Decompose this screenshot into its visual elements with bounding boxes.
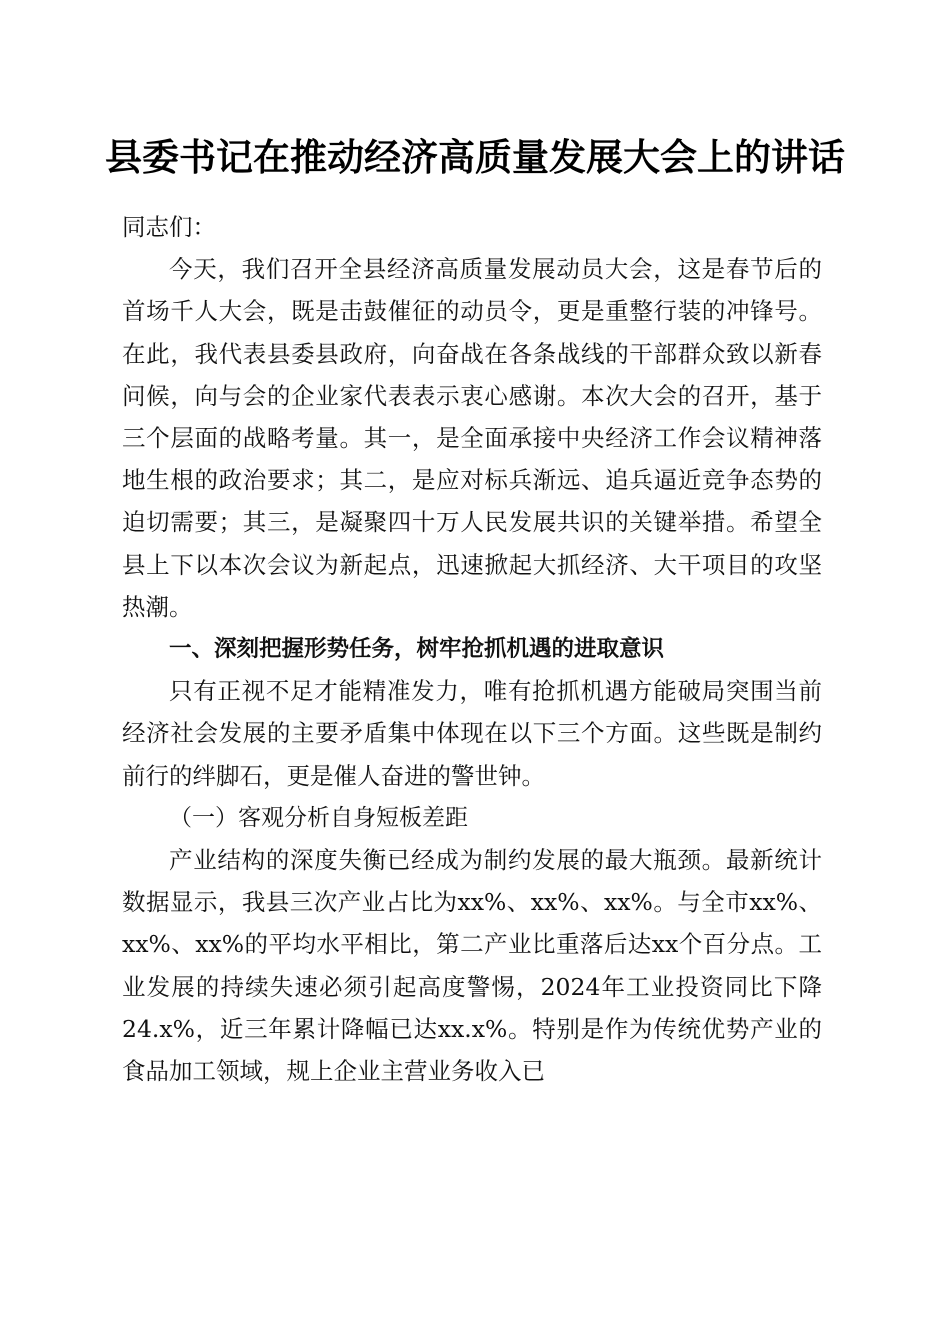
subsection-paragraph: 产业结构的深度失衡已经成为制约发展的最大瓶颈。最新统计数据显示，我县三次产业占比为xx%、xx%、xx%。与全市xx%、xx%、xx%的平均水平相比，第二产业比重落后达xx个百分点。工业发展的持续失速必须引起高度警惕，2024年工业投资同比下降24.x%，近三年累计降幅已达xx.x%。特别是作为传统优势产业的食品加工领域，规上企业主营业务收入已 bbox=[122, 846, 822, 1086]
subsection-heading: （一）客观分析自身短板差距 bbox=[169, 804, 468, 831]
section-paragraph: 只有正视不足才能精准发力，唯有抢抓机遇方能破局突围当前经济社会发展的主要矛盾集中体现在以下三个方面。这些既是制约前行的绊脚石，更是催人奋进的警世钟。 bbox=[122, 677, 822, 790]
document-body bbox=[122, 206, 822, 1092]
document-title: 县委书记在推动经济高质量发展大会上的讲话 bbox=[105, 136, 845, 179]
intro-paragraph: 今天，我们召开全县经济高质量发展动员大会，这是春节后的首场千人大会，既是击鼓催征的动员令，更是重整行装的冲锋号。在此，我代表县委县政府，向奋战在各条战线的干部群众致以新春问候，向与会的企业家代表表示衷心感谢。本次大会的召开，基于三个层面的战略考量。其一，是全面承接中央经济工作会议精神落地生根的政治要求；其二，是应对标兵渐远、追兵逼近竞争态势的迫切需要；其三，是凝聚四十万人民发展共识的关键举措。希望全县上下以本次会议为新起点，迅速掀起大抓经济、大干项目的攻坚热潮。 bbox=[122, 255, 822, 621]
salutation: 同志们： bbox=[122, 213, 216, 241]
section-heading: 一、深刻把握形势任务，树牢抢抓机遇的进取意识 bbox=[169, 636, 665, 663]
